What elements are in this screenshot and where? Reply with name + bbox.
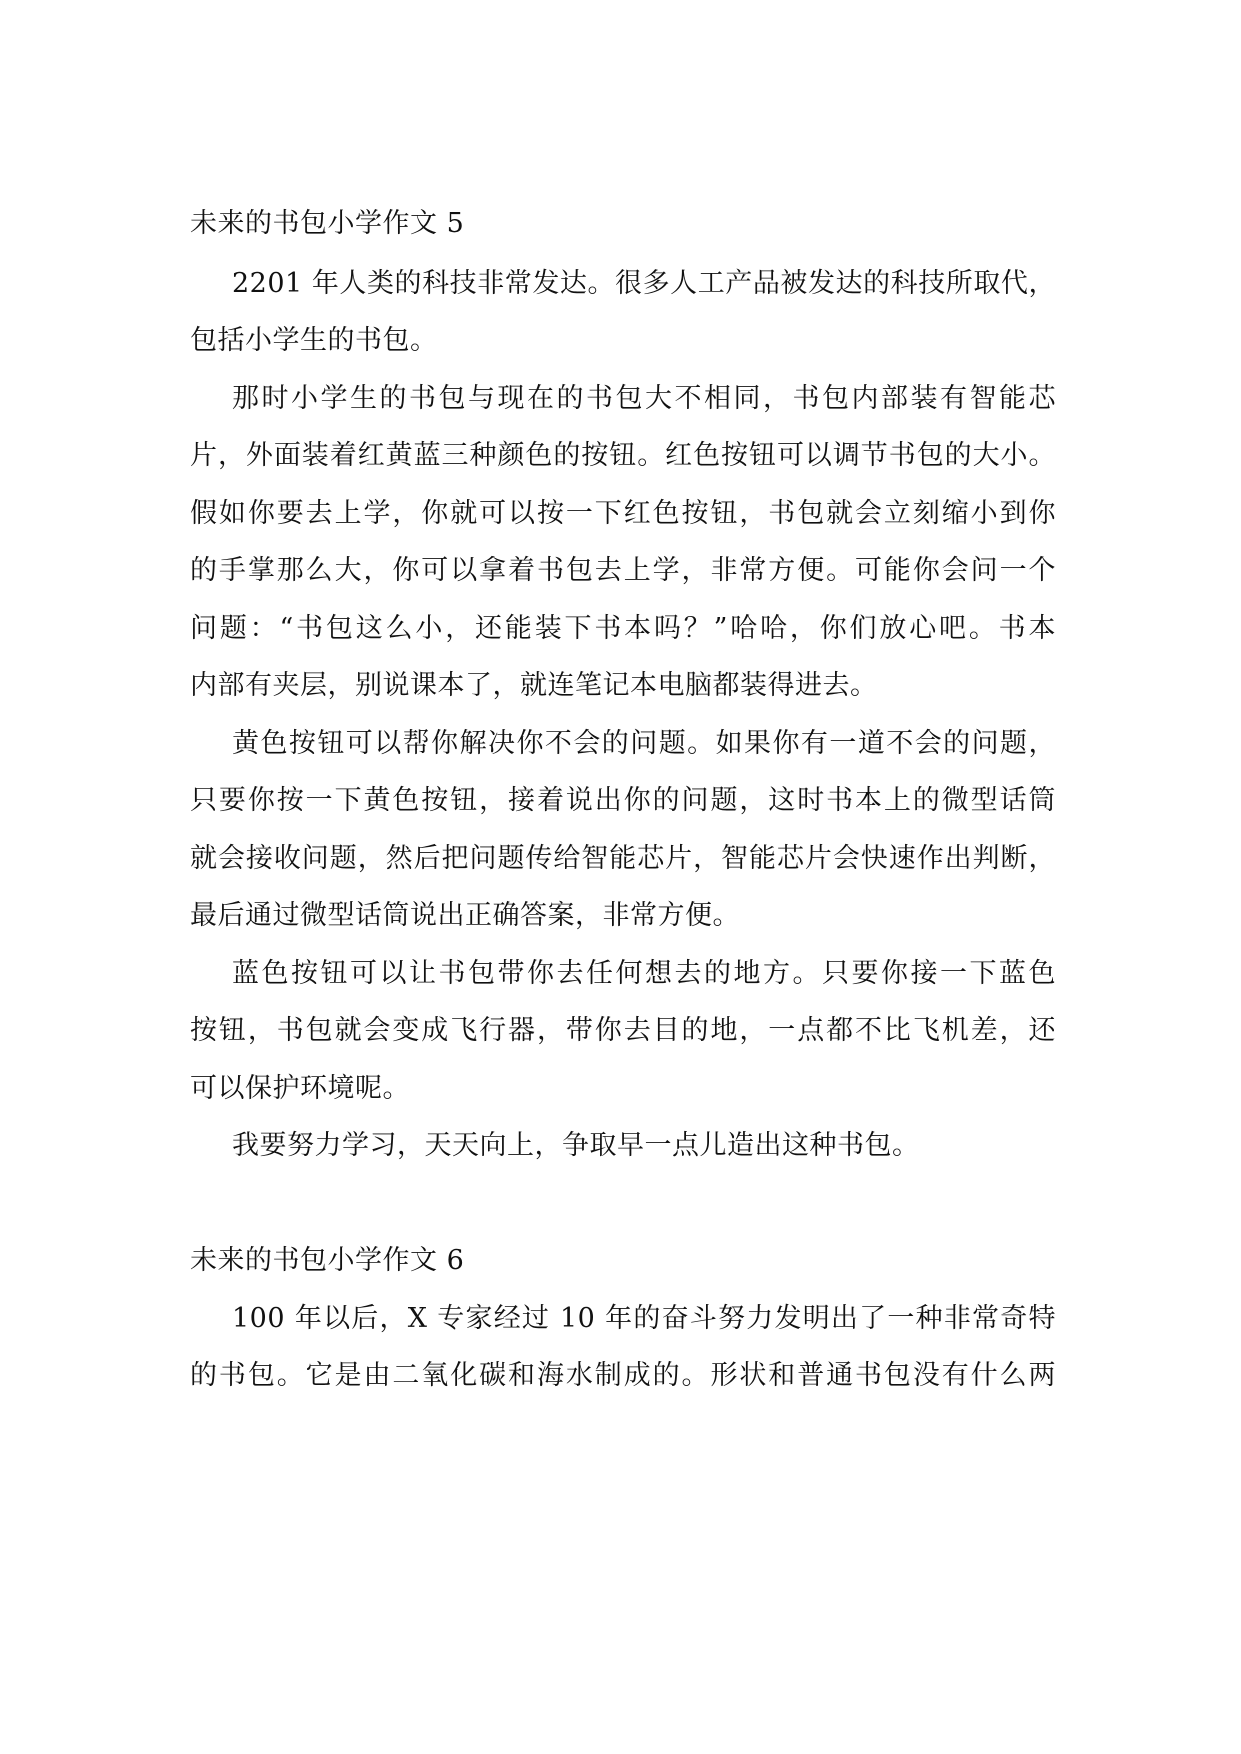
- essay5-p2-line4: 的手掌那么大，你可以拿着书包去上学，非常方便。可能你会问一个: [190, 555, 1056, 586]
- essay5-p3-line3: 就会接收问题，然后把问题传给智能芯片，智能芯片会快速作出判断，: [190, 843, 1056, 874]
- essay5-p4-line3: 可以保护环境呢。: [190, 1073, 410, 1104]
- essay5-p2-line2: 片，外面装着红黄蓝三种颜色的按钮。红色按钮可以调节书包的大小。: [190, 440, 1056, 471]
- essay5-p2-line5: 问题：“书包这么小，还能装下书本吗？”哈哈，你们放心吧。书本: [190, 613, 1056, 644]
- essay6-title: 未来的书包小学作文 6: [190, 1245, 465, 1276]
- essay5-p4-line2: 按钮，书包就会变成飞行器，带你去目的地，一点都不比飞机差，还: [190, 1015, 1056, 1046]
- essay5-p5-line1: 我要努力学习，天天向上，争取早一点儿造出这种书包。: [232, 1130, 920, 1161]
- essay6-p1-line1: 100 年以后，X 专家经过 10 年的奋斗努力发明出了一种非常奇特: [232, 1303, 1056, 1334]
- essay5-p4-line1: 蓝色按钮可以让书包带你去任何想去的地方。只要你接一下蓝色: [232, 958, 1056, 989]
- essay5-p2-line1: 那时小学生的书包与现在的书包大不相同，书包内部装有智能芯: [232, 383, 1056, 414]
- essay5-p3-line1: 黄色按钮可以帮你解决你不会的问题。如果你有一道不会的问题，: [232, 728, 1056, 759]
- essay5-p2-line6: 内部有夹层，别说课本了，就连笔记本电脑都装得进去。: [190, 670, 878, 701]
- essay5-title: 未来的书包小学作文 5: [190, 208, 465, 239]
- essay5-p3-line4: 最后通过微型话筒说出正确答案，非常方便。: [190, 900, 740, 931]
- essay6-p1-line2: 的书包。它是由二氧化碳和海水制成的。形状和普通书包没有什么两: [190, 1360, 1056, 1391]
- essay5-p2-line3: 假如你要去上学，你就可以按一下红色按钮，书包就会立刻缩小到你: [190, 498, 1056, 529]
- essay5-p1-line1: 2201 年人类的科技非常发达。很多人工产品被发达的科技所取代，: [232, 268, 1056, 299]
- essay5-p1-line2: 包括小学生的书包。: [190, 325, 438, 356]
- essay5-p3-line2: 只要你按一下黄色按钮，接着说出你的问题，这时书本上的微型话筒: [190, 785, 1056, 816]
